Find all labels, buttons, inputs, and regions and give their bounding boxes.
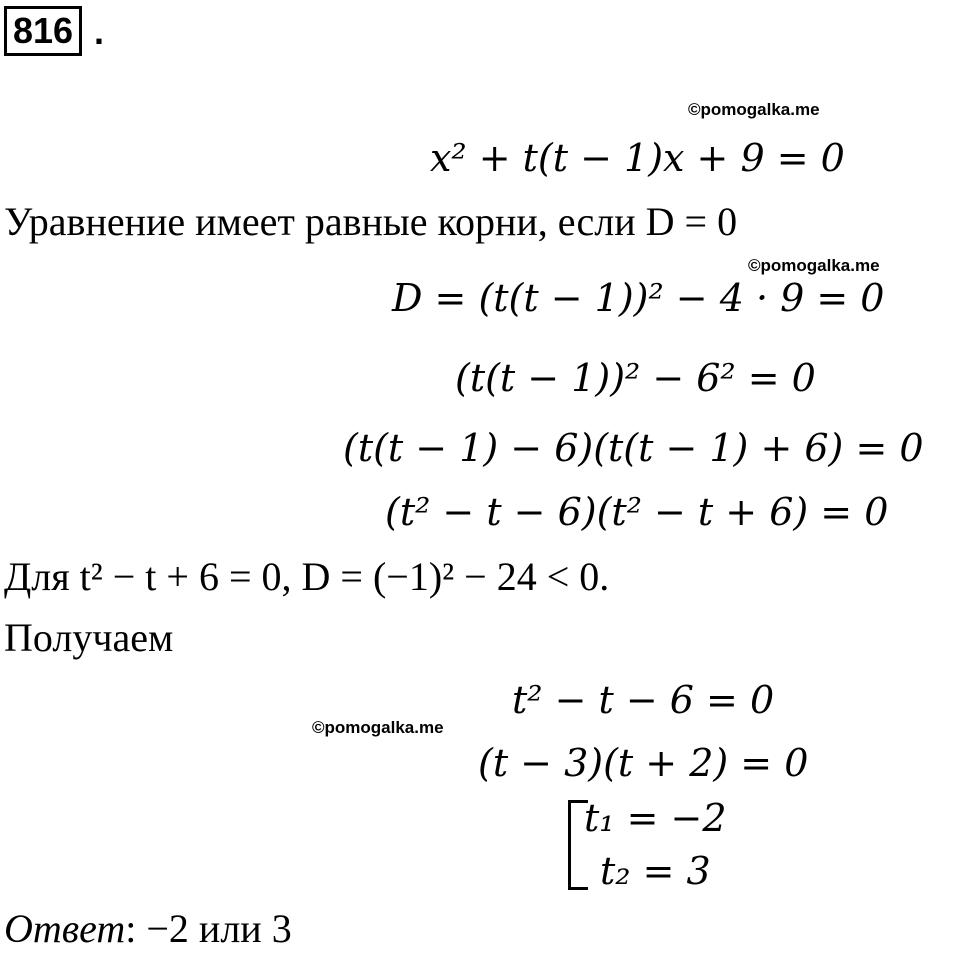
text-equal-roots-condition: Уравнение имеет равные корни, если D = 0	[4, 199, 738, 244]
equation-quadratic: t² − t − 6 = 0	[512, 678, 775, 722]
problem-number: 816	[4, 6, 82, 56]
root-t1: t₁ = −2	[584, 796, 727, 840]
equation-roots-factored: (t − 3)(t + 2) = 0	[478, 741, 809, 785]
answer	[4, 904, 292, 954]
equation-factored: (t(t − 1) − 6)(t(t − 1) + 6) = 0	[343, 426, 924, 470]
answer-value: : −2 или 3	[125, 906, 292, 951]
text-second-factor-no-roots: Для t² − t + 6 = 0, D = (−1)² − 24 < 0.	[4, 554, 610, 599]
watermark: ©pomogalka.me	[748, 256, 880, 275]
equation-discriminant: D = (t(t − 1))² − 4 · 9 = 0	[392, 276, 885, 320]
answer-label: Ответ	[4, 906, 126, 951]
watermark: ©pomogalka.me	[688, 100, 820, 119]
watermark: ©pomogalka.me	[312, 718, 444, 737]
root-t2: t₂ = 3	[600, 849, 711, 893]
text-we-get: Получаем	[4, 615, 174, 660]
problem-number-dot: .	[94, 11, 105, 52]
equation-difference-squares: (t(t − 1))² − 6² = 0	[455, 356, 816, 400]
equation-main: x² + t(t − 1)x + 9 = 0	[430, 136, 845, 180]
equation-factored-expanded: (t² − t − 6)(t² − t + 6) = 0	[385, 490, 889, 534]
